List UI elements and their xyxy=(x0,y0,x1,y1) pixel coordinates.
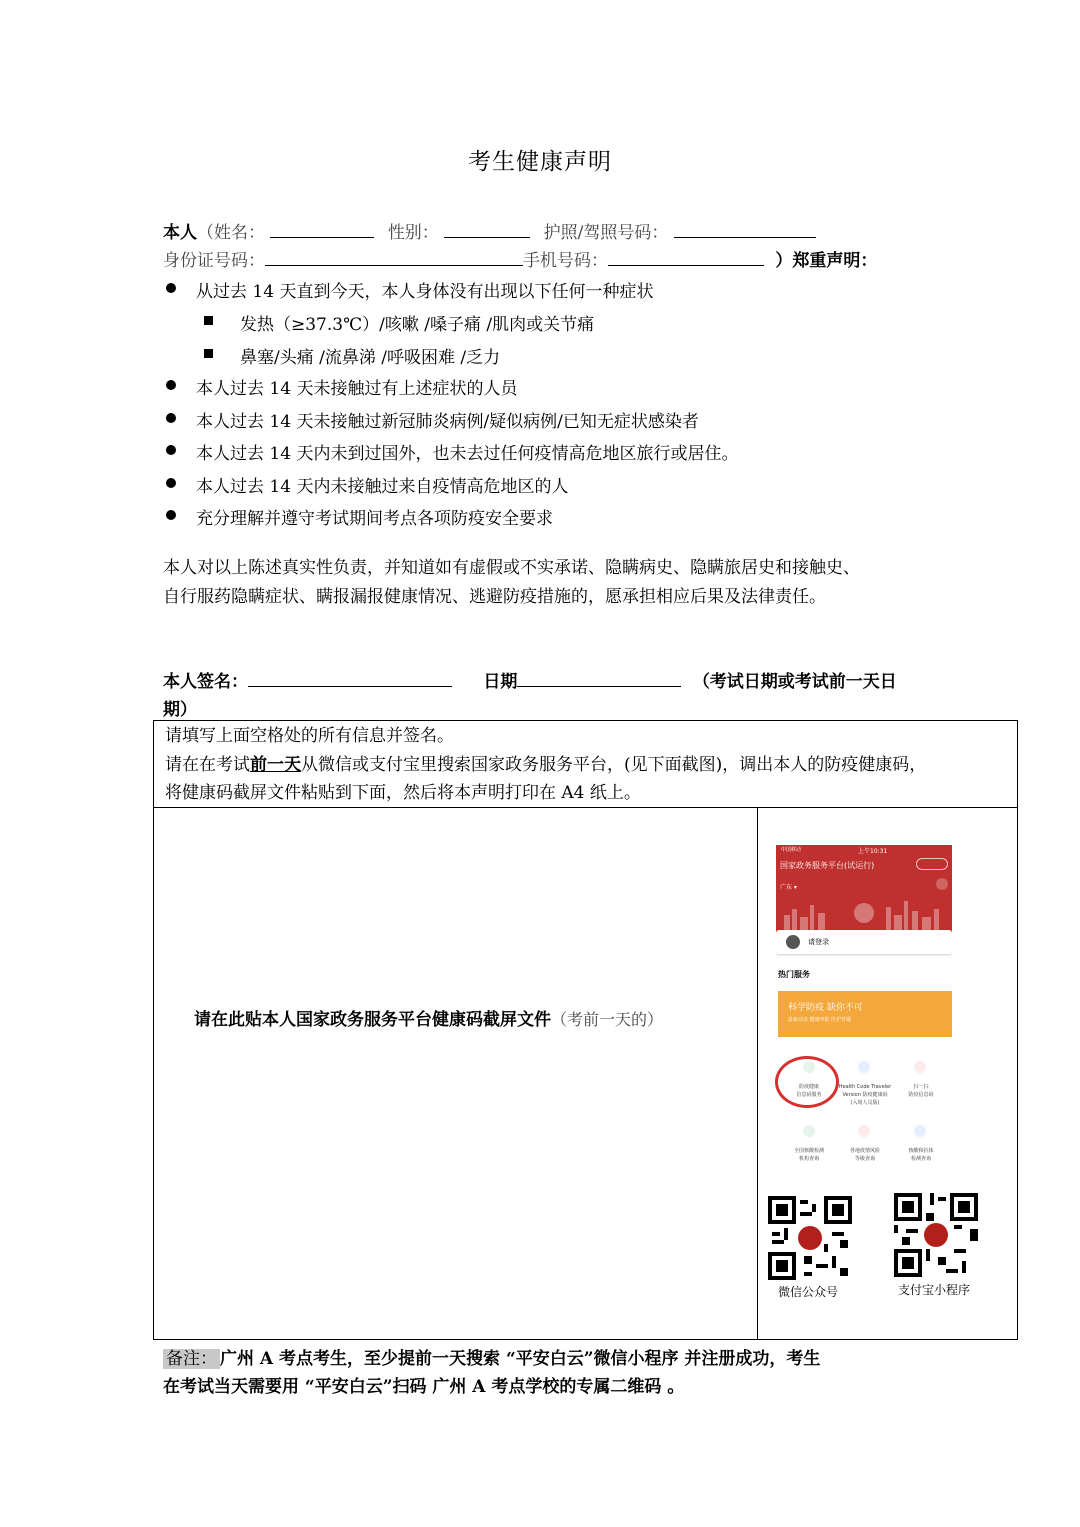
symptom-item: 发热（≥37.3℃）/咳嗽 /嗓子痛 /肌肉或关节痛 xyxy=(240,315,595,335)
service-item: 防疫健康 信息码服务 xyxy=(796,1084,822,1098)
hot-services-heading: 热门服务 xyxy=(778,970,810,979)
service-item: 核酸和抗体 检测查询 xyxy=(908,1148,934,1162)
highlight-circle xyxy=(775,1056,839,1108)
banner-subtitle: 最新动态 健康申报 医护答疑 xyxy=(788,1017,852,1023)
service-item: 全国核酸检测 机构查询 xyxy=(793,1148,824,1162)
avatar xyxy=(786,935,800,949)
note-label: 备注： xyxy=(163,1349,220,1369)
shield-icon xyxy=(914,1125,926,1137)
phone-header xyxy=(776,845,952,940)
passport-label: 护照/驾照号码： xyxy=(543,223,669,243)
row2-prefix: 请在在考试 xyxy=(165,755,250,775)
bullet-icon xyxy=(166,380,176,390)
banner-title: 科学防疫 缺你不可 xyxy=(788,1003,863,1013)
alipay-qr-icon xyxy=(894,1193,978,1277)
declare-label: ）郑重声明： xyxy=(775,251,878,271)
list-item: 本人过去 14 天内未接触过来自疫情高危地区的人 xyxy=(196,477,569,497)
table-row: 请填写上面空格处的所有信息并签名。 xyxy=(165,726,454,746)
wechat-label: 微信公众号 xyxy=(778,1285,839,1299)
date-hint: （考试日期或考试前一天日 xyxy=(692,672,897,692)
list-item: 本人过去 14 天内未到过国外，也未去过任何疫情高危地区旅行或居住。 xyxy=(196,444,739,464)
service-item: Health Code Traveler Version 防疫健康码 (入境人员版) xyxy=(838,1084,892,1106)
note-line xyxy=(163,1344,820,1369)
date-label: 日期 xyxy=(483,672,518,692)
health-code-screenshot xyxy=(776,845,952,1165)
list-item: 本人过去 14 天未接触过新冠肺炎病例/疑似病例/已知无症状感染者 xyxy=(196,412,699,432)
info-line-2 xyxy=(163,246,877,271)
search-icon xyxy=(936,878,948,890)
hospital-icon xyxy=(803,1125,815,1137)
row2-suffix: 从微信或支付宝里搜索国家政务服务平台，(见下面截图)，调出本人的防疫健康码， xyxy=(301,755,927,775)
menu-pill-icon xyxy=(916,858,948,870)
gender-label: 性别： xyxy=(387,223,439,243)
list-item: 本人过去 14 天未接触过有上述症状的人员 xyxy=(196,379,518,399)
page-title: 考生健康声明 xyxy=(468,149,612,175)
table-divider xyxy=(757,807,758,1339)
table-divider xyxy=(154,807,1017,808)
paste-main: 请在此贴本人国家政务服务平台健康码截屏文件 xyxy=(194,1010,551,1030)
signature-label: 本人签名： xyxy=(163,672,248,692)
risk-icon xyxy=(858,1125,870,1137)
scan-icon xyxy=(914,1061,926,1073)
status-bar: 中国移动 xyxy=(781,847,802,853)
id-label: 身份证号码： xyxy=(163,251,265,271)
bullet-icon xyxy=(166,283,176,293)
statement-line: 自行服药隐瞒症状、瞒报漏报健康情况、逃避防疫措施的，愿承担相应后果及法律责任。 xyxy=(163,587,826,607)
wechat-qr-icon xyxy=(768,1196,852,1280)
phone-field[interactable] xyxy=(608,248,764,266)
skyline-icon xyxy=(776,893,952,933)
id-field[interactable] xyxy=(265,248,523,266)
gender-field[interactable] xyxy=(444,220,530,238)
note-text: 广州 A 考点考生，至少提前一天搜索 “平安白云”微信小程序 并注册成功，考生 xyxy=(220,1349,821,1369)
info-line-1 xyxy=(163,218,816,243)
login-card xyxy=(776,930,952,954)
region-select: 广东 ▾ xyxy=(780,884,797,891)
list-item: 充分理解并遵守考试期间考点各项防疫安全要求 xyxy=(196,509,553,529)
paste-instruction xyxy=(194,1007,663,1033)
alipay-label: 支付宝小程序 xyxy=(898,1283,971,1297)
row2-emphasis: 前一天 xyxy=(250,755,301,775)
note-line: 在考试当天需要用 “平安白云”扫码 广州 A 考点学校的专属二维码 。 xyxy=(163,1377,685,1397)
square-bullet-icon xyxy=(204,316,213,325)
login-text: 请登录 xyxy=(808,938,829,946)
bullet-icon xyxy=(166,445,176,455)
self-label: 本人 xyxy=(163,223,197,243)
promo-banner xyxy=(778,991,952,1037)
signature-row xyxy=(163,667,897,692)
service-item: 扫一扫 防疫信息码 xyxy=(908,1084,934,1098)
bullet-icon xyxy=(166,478,176,488)
paste-hint: （考前一天的） xyxy=(551,1010,664,1029)
phone-label: 手机号码： xyxy=(523,251,608,271)
table-row xyxy=(165,752,926,778)
name-field[interactable] xyxy=(270,220,374,238)
symptom-item: 鼻塞/头痛 /流鼻涕 /呼吸困难 /乏力 xyxy=(240,348,501,368)
name-label: （姓名： xyxy=(197,223,265,243)
health-code-icon xyxy=(858,1061,870,1073)
list-item: 从过去 14 天直到今天，本人身体没有出现以下任何一种症状 xyxy=(196,282,654,302)
app-title: 国家政务服务平台(试运行) xyxy=(780,861,875,870)
service-item: 各地疫情风险 等级查询 xyxy=(849,1148,880,1162)
date-hint-wrap: 期） xyxy=(163,700,197,720)
square-bullet-icon xyxy=(204,349,213,358)
bullet-icon xyxy=(166,510,176,520)
date-field[interactable] xyxy=(517,669,681,687)
status-time: 上午10:31 xyxy=(858,848,888,855)
passport-field[interactable] xyxy=(674,220,816,238)
table-row: 将健康码截屏文件粘贴到下面，然后将本声明打印在 A4 纸上。 xyxy=(165,783,641,803)
signature-field[interactable] xyxy=(248,669,452,687)
bullet-icon xyxy=(166,413,176,423)
statement-line: 本人对以上陈述真实性负责，并知道如有虚假或不实承诺、隐瞒病史、隐瞒旅居史和接触史、 xyxy=(163,558,860,578)
